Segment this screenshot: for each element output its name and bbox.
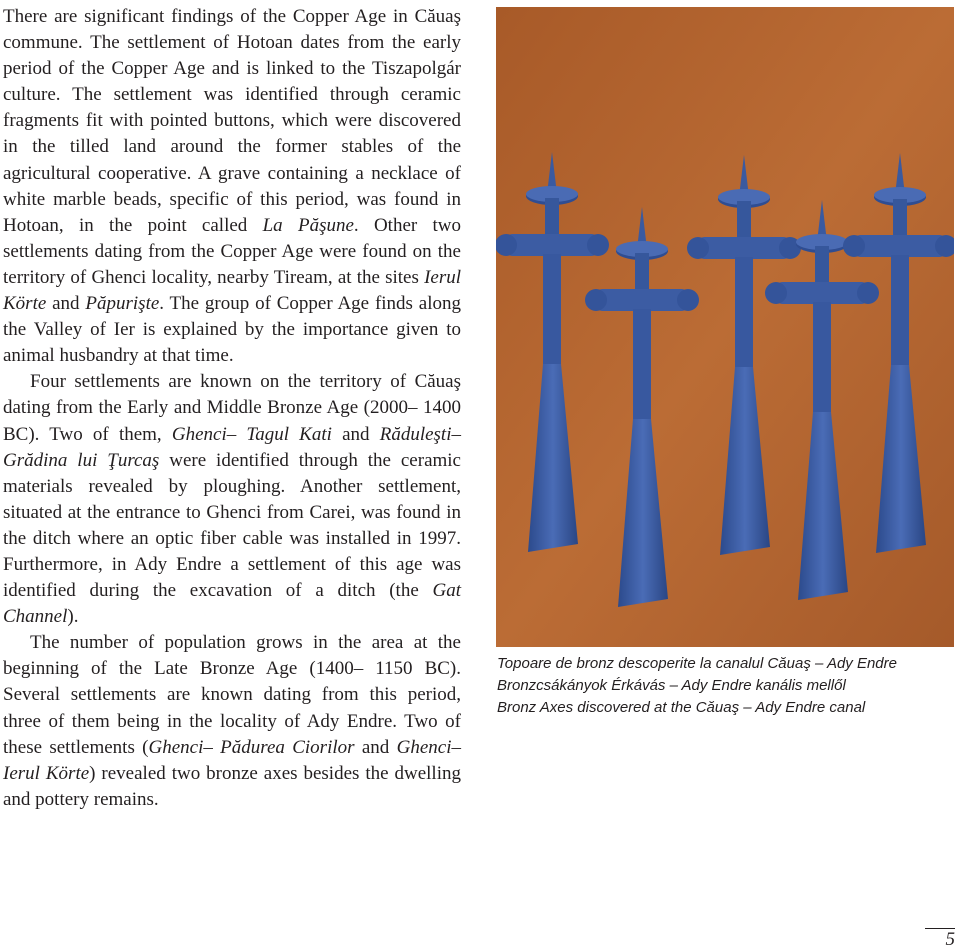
paragraph-early-middle-bronze-age: Four settlements are known on the territory of Căuaş dating from the Early and Middle Bronze Age (2000– 1400 BC). Two of them, Ghenci– Tagul Kati and Răduleşti– Grădina lui Ţurcaş were identified through the ceramic materials revealed by ploughing. Another settlement, situated at the entrance to Ghenci from Carei, was found in the ditch where an optic fiber cable was installed in 1997. Furthermore, in Ady Endre a settlement of this age was identified during the excavation of a ditch (the Gat Channel). [3,371,461,628]
page-number: 5 [925,928,955,951]
italic-place-name: Gat Channel [3,580,461,628]
italic-place-name: Păpurişte [85,293,160,315]
italic-place-name: Ghenci– Tagul Kati [171,423,332,445]
paragraph-copper-age: There are significant findings of the Copper Age in Căuaş commune. The settlement of Hotoan dates from the early period of the Copper Age and is linked to the Tiszapolgár culture. The settlement was identified through ceramic fragments fit with pointed buttons, which were discovered in the tilled land around the former stables of the agricultural cooperative. A grave containing a necklace of white marble beads, specific of this period, was found in Hotoan, in the point called La Păşune. Other two settlements dating from the Copper Age were found on the territory of Ghenci locality, nearby Tiream, at the sites Ierul Körte and Păpurişte. The group of Copper Age finds along the Valley of Ier is explained by the importance given to animal husbandry at that time. [3,6,462,367]
italic-place-name: La Păşune [262,214,354,236]
photo-caption [497,653,957,719]
paragraph-late-bronze-age: The number of population grows in the area at the beginning of the Late Bronze Age (1400– 1150 BC). Several settlements are known dating from this period, three of them being in the locality of Ady Endre. Two of these settlements (Ghenci– Pădurea Ciorilor and Ghenci– Ierul Körte) revealed two bronze axes besides the dwelling and pottery remains. [3,632,461,810]
body-text-column [3,4,461,813]
caption-romanian: Topoare de bronz descoperite la canalul Căuaş – Ady Endre [497,655,897,672]
italic-place-name: Răduleşti– Grădina lui Ţurcaş [3,423,461,471]
italic-place-name: Ghenci– Ierul Körte [3,736,461,784]
italic-place-name: Ghenci– Pădurea Ciorilor [148,736,355,758]
italic-place-name: Ierul Körte [3,266,461,315]
caption-hungarian: Bronzcsákányok Érkávás – Ady Endre kanális mellől [497,677,846,694]
caption-english: Bronz Axes discovered at the Căuaş – Ady Endre canal [497,699,866,716]
bronze-axes-photo [496,7,954,647]
